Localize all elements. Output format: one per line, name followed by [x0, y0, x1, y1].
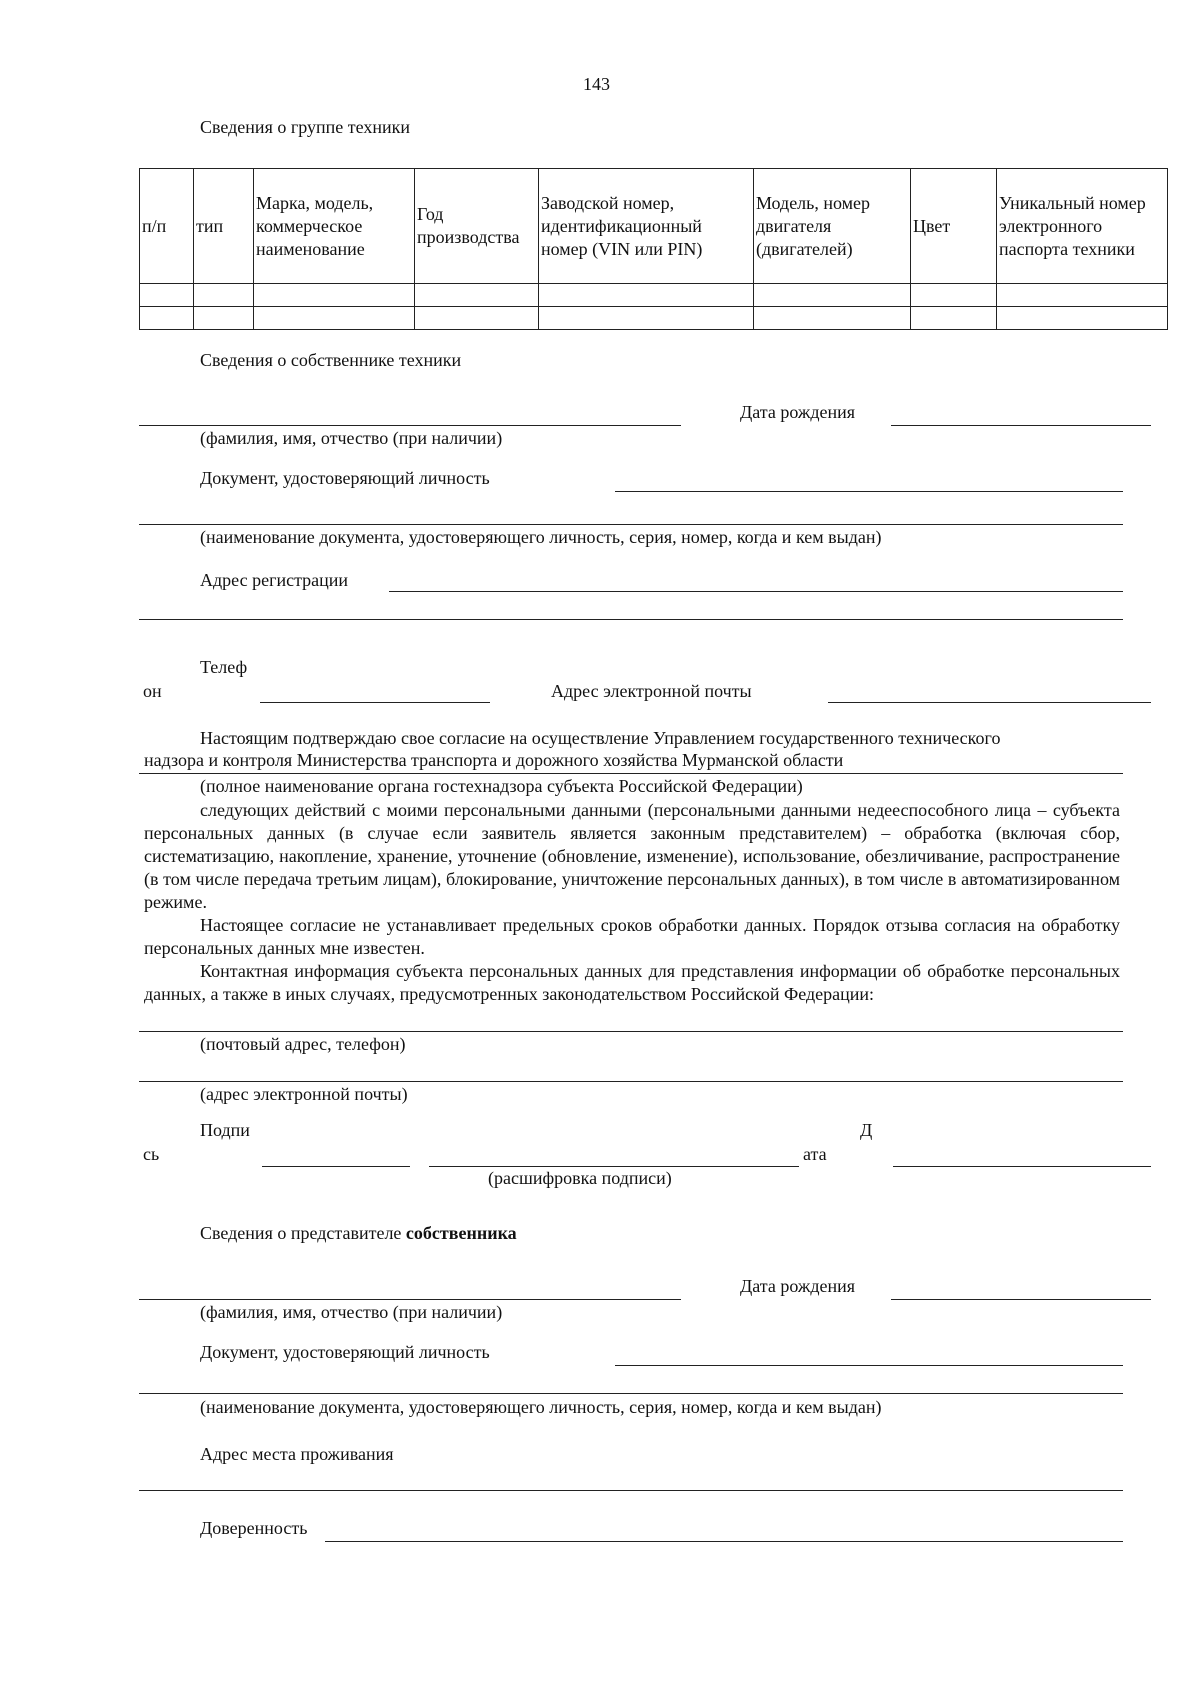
owner-section-title: Сведения о собственнике техники	[200, 350, 462, 370]
table-row	[140, 307, 1168, 330]
date-label-part2: ата	[803, 1144, 827, 1164]
table-cell[interactable]	[997, 307, 1168, 330]
owner-reg-address-field[interactable]	[389, 591, 1123, 592]
table-cell[interactable]	[539, 307, 754, 330]
owner-id-doc-caption: (наименование документа, удостоверяющего личность, серия, номер, когда и кем выдан)	[200, 527, 882, 547]
consent-intro-line2: надзора и контроля Министерства транспорта и дорожного хозяйства Мурманской области	[144, 750, 844, 770]
table-cell[interactable]	[140, 284, 194, 307]
consent-email-field[interactable]	[139, 1081, 1123, 1082]
owner-email-label: Адрес электронной почты	[551, 681, 752, 701]
table-header-row	[140, 169, 1168, 284]
consent-postal-caption: (почтовый адрес, телефон)	[200, 1034, 406, 1054]
signature-decode-field[interactable]	[429, 1166, 799, 1167]
table-cell[interactable]	[539, 284, 754, 307]
consent-contact-paragraph: Контактная информация субъекта персональных данных для представления информации об обработке персональных данных, а также в иных случаях, предусмотренных законодательством Российской Федерации:	[144, 961, 1120, 1004]
owner-id-doc-field-continued[interactable]	[139, 524, 1123, 525]
owner-phone-label-part2: он	[143, 681, 162, 701]
table-cell[interactable]	[754, 284, 911, 307]
owner-phone-field[interactable]	[260, 702, 490, 703]
column-header-color: Цвет	[911, 169, 997, 284]
owner-fio-caption: (фамилия, имя, отчество (при наличии)	[200, 428, 503, 448]
representative-section-title: Сведения о представителе собственника	[200, 1223, 517, 1243]
table-cell[interactable]	[254, 307, 415, 330]
table-cell[interactable]	[754, 307, 911, 330]
signature-date-field[interactable]	[893, 1166, 1151, 1167]
signature-label-part2: сь	[143, 1144, 160, 1164]
owner-birth-date-label: Дата рождения	[740, 402, 856, 422]
consent-organ-underline	[139, 773, 1123, 774]
owner-reg-address-field-continued[interactable]	[139, 619, 1123, 620]
consent-organ-caption: (полное наименование органа гостехнадзора субъекта Российской Федерации)	[200, 776, 803, 796]
column-header-engine: Модель, номер двигателя (двигателей)	[754, 169, 911, 284]
consent-term-paragraph: Настоящее согласие не устанавливает предельных сроков обработки данных. Порядок отзыва согласия на обработку персональных данных мне известен.	[144, 915, 1120, 958]
consent-intro-line1: Настоящим подтверждаю свое согласие на осуществление Управлением государственного технического	[200, 728, 1001, 748]
column-header-number: п/п	[140, 169, 194, 284]
signature-decode-caption: (расшифровка подписи)	[488, 1168, 672, 1188]
group-section-title: Сведения о группе техники	[200, 117, 411, 137]
rep-fio-field[interactable]	[139, 1299, 681, 1300]
owner-fio-field[interactable]	[139, 425, 681, 426]
rep-birth-date-field[interactable]	[891, 1299, 1151, 1300]
power-of-attorney-field[interactable]	[325, 1541, 1123, 1542]
rep-id-doc-field[interactable]	[615, 1365, 1123, 1366]
owner-email-field[interactable]	[828, 702, 1151, 703]
table-cell[interactable]	[194, 284, 254, 307]
column-header-vin: Заводской номер, идентификационный номер (VIN или PIN)	[539, 169, 754, 284]
table-cell[interactable]	[140, 307, 194, 330]
table-row	[140, 284, 1168, 307]
date-label-part1: Д	[860, 1120, 873, 1140]
table-cell[interactable]	[254, 284, 415, 307]
owner-birth-date-field[interactable]	[891, 425, 1151, 426]
consent-postal-field[interactable]	[139, 1031, 1123, 1032]
consent-email-caption: (адрес электронной почты)	[200, 1084, 408, 1104]
rep-residence-field[interactable]	[139, 1490, 1123, 1491]
owner-id-doc-label: Документ, удостоверяющий личность	[200, 468, 490, 488]
power-of-attorney-label: Доверенность	[200, 1518, 308, 1538]
rep-fio-caption: (фамилия, имя, отчество (при наличии)	[200, 1302, 503, 1322]
table-cell[interactable]	[415, 307, 539, 330]
rep-id-doc-label: Документ, удостоверяющий личность	[200, 1342, 490, 1362]
owner-phone-label-part1: Телеф	[200, 657, 248, 677]
rep-id-doc-caption: (наименование документа, удостоверяющего личность, серия, номер, когда и кем выдан)	[200, 1397, 882, 1417]
page-number: 143	[583, 74, 610, 94]
table-cell[interactable]	[911, 307, 997, 330]
rep-birth-date-label: Дата рождения	[740, 1276, 856, 1296]
table-cell[interactable]	[194, 307, 254, 330]
table-cell[interactable]	[415, 284, 539, 307]
column-header-type: тип	[194, 169, 254, 284]
table-cell[interactable]	[997, 284, 1168, 307]
owner-id-doc-field[interactable]	[615, 491, 1123, 492]
rep-residence-label: Адрес места проживания	[200, 1444, 394, 1464]
signature-label-part1: Подпи	[200, 1120, 250, 1140]
rep-id-doc-field-continued[interactable]	[139, 1393, 1123, 1394]
signature-field[interactable]	[262, 1166, 410, 1167]
consent-actions-paragraph: следующих действий с моими персональными данными (персональными данными недееспособного лица – субъекта персональных данных (в случае если заявитель является законным представителем) – обработка (включая сбор, систематизацию, накопление, хранение, уточнение (обновление, изменение), использование, обезличивание, распространение (в том числе передача третьим лицам), блокирование, уничтожение персональных данных), в том числе в автоматизированном режиме.	[144, 800, 1120, 912]
column-header-passport-number: Уникальный номер электронного паспорта техники	[997, 169, 1168, 284]
machinery-group-table	[139, 168, 1168, 330]
table-cell[interactable]	[911, 284, 997, 307]
column-header-year: Год производства	[415, 169, 539, 284]
column-header-brand-model: Марка, модель, коммерческое наименование	[254, 169, 415, 284]
owner-reg-address-label: Адрес регистрации	[200, 570, 349, 590]
